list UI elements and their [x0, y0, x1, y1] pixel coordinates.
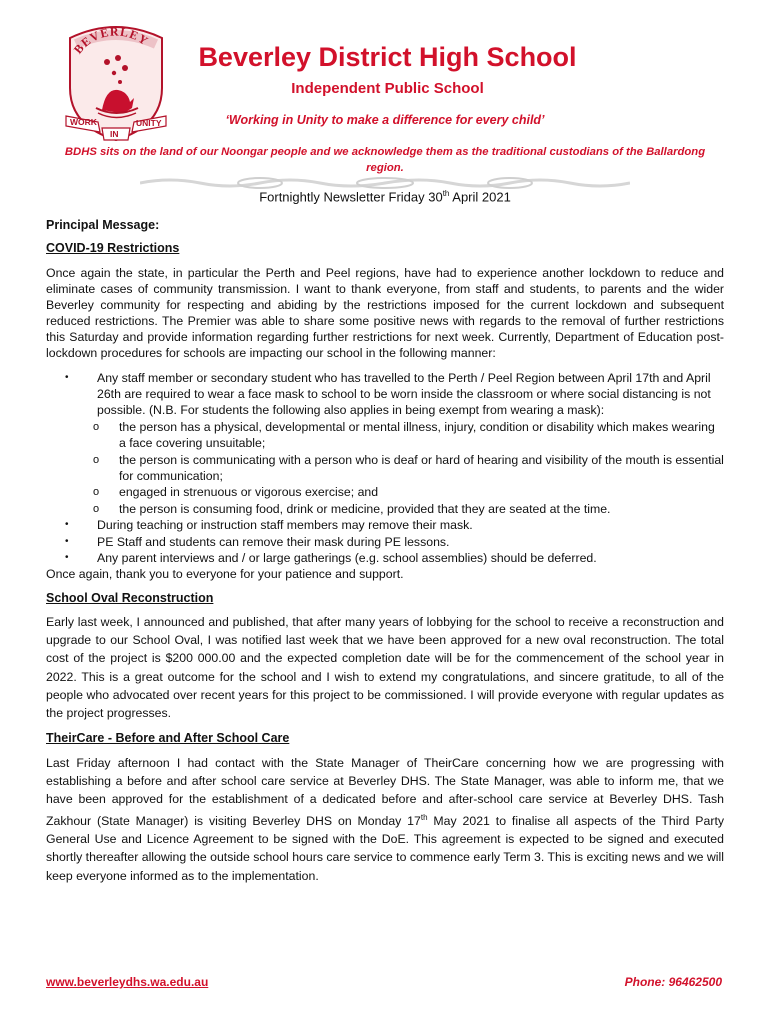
land-acknowledgement: BDHS sits on the land of our Noongar people and we acknowledge them as the traditional custodians of the Ballardong region. — [64, 146, 706, 174]
school-motto: ‘Working in Unity to make a difference for every child’ — [225, 113, 545, 127]
oval-heading: School Oval Reconstruction — [46, 590, 214, 605]
crest-motto-unity: UNITY — [136, 118, 162, 128]
covid-intro: Once again the state, in particular the Perth and Peel regions, have had to experience another lockdown to reduce and eliminate cases of community transmission. I want to thank everyone, from staff and students, to parents and the wider Beverley community for respecting and abiding by the restrictions imposed for the current lockdown and subsequent reduced restrictions. The Premier was able to share some positive news with regards to the removal of further restrictions this Saturday and provide information regarding further restrictions for next week. Currently, Department of Education post-lockdown procedures for schools are impacting our school in the following manner: — [46, 266, 724, 361]
crest-motto-work: WORK — [70, 117, 97, 127]
list-item: • PE Staff and students can remove their mask during PE lessons. — [65, 534, 450, 549]
list-item: o the person is consuming food, drink or medicine, provided that they are seated at the time. — [93, 501, 611, 516]
bullet-icon: • — [65, 519, 69, 531]
sub-bullet-icon: o — [93, 502, 100, 515]
list-item: • During teaching or instruction staff members may remove their mask. — [65, 518, 473, 533]
list-item: o engaged in strenuous or vigorous exercise; and — [93, 485, 379, 500]
crest-top-text: BEVERLEY — [70, 24, 152, 57]
covid-closing: Once again, thank you to everyone for your patience and support. — [46, 567, 404, 582]
sub-bullet-icon: o — [93, 453, 100, 466]
theircare-body: Last Friday afternoon I had contact with the State Manager of TheirCare concerning how we are progressing with establishing a before and after school care service at Beverley DHS. The State Manager, was able to inform me, that we have been approved for the establishment of a dedicated before and after-school care service at Beverley DHS. Tash Zakhour (State Manager) is visiting Beverley DHS on Monday 17th May 2021 to finalise all aspects of the Third Party General Use and Licence Agreement to be signed with the DoE. This agreement is expected to be signed and executed shortly thereafter allowing the outside school hours care service to commence early Term 3. This is exciting news and we will keep everyone informed as to the implementation. — [46, 755, 725, 883]
newsletter-date: Fortnightly Newsletter Friday 30th April 2021 — [259, 189, 511, 205]
list-item: o the person has a physical, developmental or mental illness, injury, condition or disability which makes wearing a face covering unsuitable; — [93, 419, 715, 451]
oval-body: Early last week, I announced and published, that after many years of lobbying for the school to receive a reconstruction and upgrade to our School Oval, I was notified last week that we have been approved for a new oval reconstruction. The total cost of the project is $200 000.00 and the expected completion date will be for the commencement of the school year in 2022. This is a great outcome for the school and I wish to extend my congratulations, and sincere gratitude, to all of the people who advocated over recent years for this project to be commissioned. I will provide everyone with regular updates as the project progresses. — [46, 614, 724, 721]
bullet-icon: • — [65, 552, 69, 564]
bullet-icon: • — [65, 371, 69, 383]
school-type: Independent Public School — [291, 80, 484, 97]
school-website-link[interactable]: www.beverleydhs.wa.edu.au — [46, 975, 209, 989]
school-phone: Phone: 96462500 — [624, 975, 722, 989]
exemption-sub-list — [93, 419, 724, 517]
list-item: • Any staff member or secondary student who has travelled to the Perth / Peel Region between April 17th and April 26th are required to wear a face mask to school to be worn inside the classroom or where social distancing is not possible. (N.B. For students the following also applies in being exempt from wearing a mask): o the person has a physical, developmental or mental illness, injury, condition or disability which makes wearing a face covering unsuitable; o the person is communicating with a person who is deaf or hard of hearing and visibility of the mouth is essential for communication; o engaged in strenuous or vigorous exercise; and o the person is consuming food, drink or medicine, provided that they are seated at the time. — [65, 370, 724, 516]
sub-bullet-icon: o — [93, 420, 100, 433]
decorative-divider-icon — [140, 176, 630, 190]
school-name: Beverley District High School — [198, 42, 577, 72]
newsletter-body — [46, 218, 724, 885]
sub-bullet-icon: o — [93, 486, 100, 499]
principal-message-heading: Principal Message: — [46, 218, 160, 232]
list-item: • Any parent interviews and / or large gatherings (e.g. school assemblies) should be deferred. — [65, 551, 597, 566]
theircare-heading: TheirCare - Before and After School Care — [46, 730, 290, 745]
bullet-icon: • — [65, 535, 69, 547]
list-item: o the person is communicating with a person who is deaf or hard of hearing and visibility of the mouth is essential for communication; — [93, 452, 724, 483]
covid-bullet-list — [46, 370, 724, 567]
crest-motto-in: IN — [110, 129, 119, 139]
covid-heading: COVID-19 Restrictions — [46, 241, 180, 255]
